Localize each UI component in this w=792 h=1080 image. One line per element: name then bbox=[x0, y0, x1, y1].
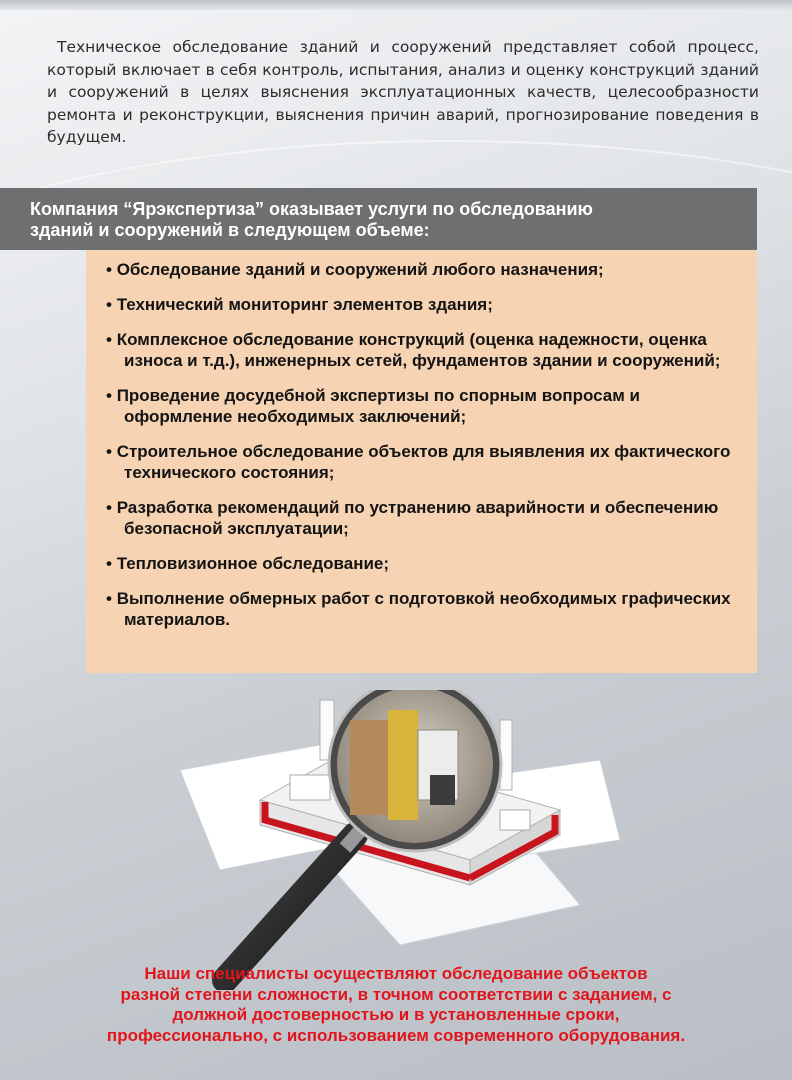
footer-line-2: разной степени сложности, в точном соответствии с заданием, с bbox=[120, 984, 672, 1004]
services-panel bbox=[86, 250, 757, 673]
footer-line-3: должной достоверностью и в установленные сроки, bbox=[172, 1005, 620, 1024]
header-band-line-1: Компания “Ярэкспертиза” оказывает услуги по обследованию bbox=[30, 199, 593, 219]
service-item: • Разработка рекомендаций по устранению аварийности и обеспечению безопасной эксплуатации; bbox=[104, 497, 743, 539]
top-shade bbox=[0, 0, 792, 10]
service-item: • Выполнение обмерных работ с подготовкой необходимых графических материалов. bbox=[104, 588, 743, 630]
house-magnifier-illustration bbox=[170, 690, 630, 990]
footer-line-4: профессионально, с использованием современного оборудования. bbox=[106, 1025, 686, 1045]
service-item: • Тепловизионное обследование; bbox=[104, 553, 743, 574]
header-band-line-2: зданий и сооружений в следующем объеме: bbox=[30, 220, 430, 240]
service-item: • Комплексное обследование конструкций (оценка надежности, оценка износа и т.д.), инженерных сетей, фундаментов здании и сооружений; bbox=[104, 329, 743, 371]
footer-statement bbox=[40, 964, 752, 1046]
service-item: • Технический мониторинг элементов здания; bbox=[104, 294, 743, 315]
service-item: • Обследование зданий и сооружений любого назначения; bbox=[104, 259, 743, 280]
service-item: • Строительное обследование объектов для выявления их фактического технического состояния; bbox=[104, 441, 743, 483]
intro-paragraph: Техническое обследование зданий и сооружений представляет собой процесс, который включает в себя контроль, испытания, анализ и оценку конструкций зданий и сооружений в целях выяснения эксплуатационных качеств, целесообразности ремонта и реконструкции, выяснения причин аварий, прогнозирование поведения в будущем. bbox=[47, 38, 759, 146]
header-band-text bbox=[30, 199, 750, 241]
footer-line-1: Наши специалисты осуществляют обследование объектов bbox=[144, 964, 648, 983]
services-list bbox=[104, 259, 743, 630]
service-item: • Проведение досудебной экспертизы по спорным вопросам и оформление необходимых заключений; bbox=[104, 385, 743, 427]
